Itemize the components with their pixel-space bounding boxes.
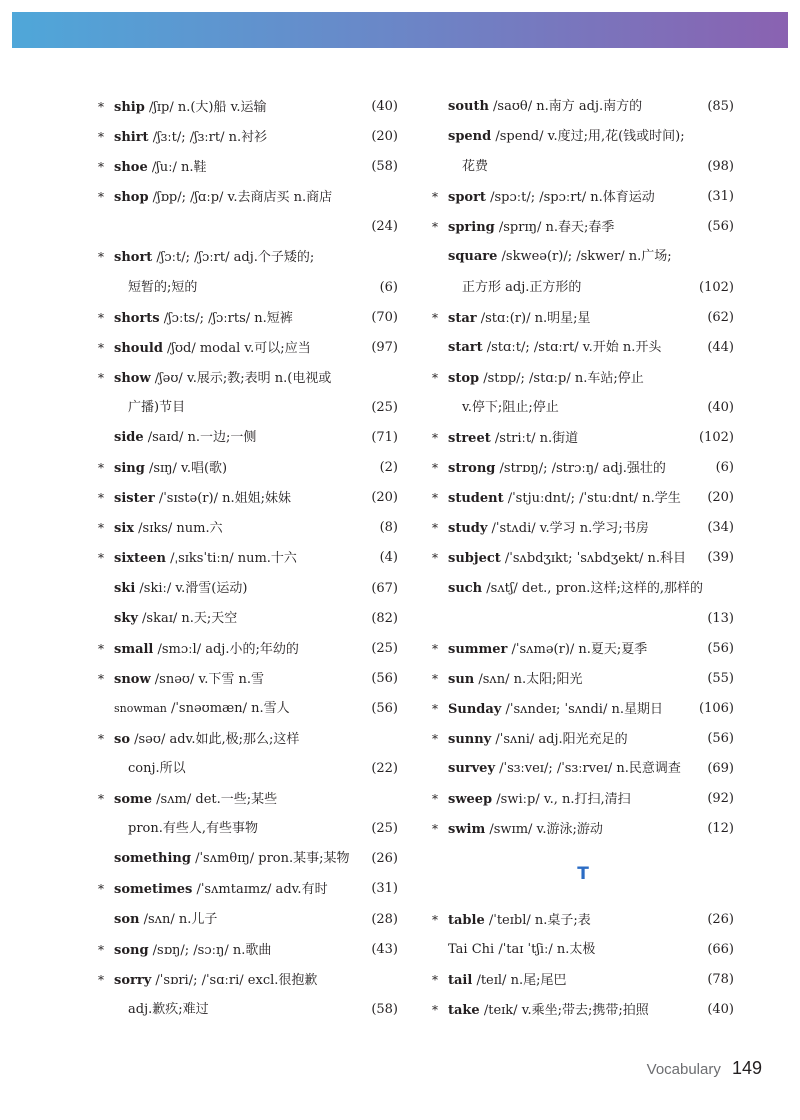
entry-pronunciation-definition: /ˈstjuːdnt/; /ˈstuːdnt/ n.学生 bbox=[503, 491, 681, 507]
entry-pronunciation-definition: /smɔːl/ adj.小的;年幼的 bbox=[153, 641, 299, 657]
required-word-marker: * bbox=[98, 731, 104, 746]
entry-definition-continued: 正方形 adj.正方形的 bbox=[462, 279, 582, 295]
entry-pronunciation-definition: /səʊ/ adv.如此,极;那么;这样 bbox=[130, 731, 300, 747]
entry-page-reference: (98) bbox=[707, 159, 734, 175]
vocabulary-entry bbox=[98, 152, 398, 182]
vocabulary-entry bbox=[98, 874, 398, 904]
vocabulary-entry bbox=[432, 814, 734, 844]
entry-page-reference: (56) bbox=[707, 730, 734, 746]
entry-headword: sister bbox=[114, 491, 155, 507]
vocabulary-entry bbox=[432, 483, 734, 513]
entry-page-reference: (70) bbox=[371, 309, 398, 325]
entry-page-reference: (97) bbox=[371, 339, 398, 355]
required-word-marker: * bbox=[432, 641, 438, 656]
entry-headword: survey bbox=[448, 761, 495, 777]
entry-headword: small bbox=[114, 641, 154, 657]
entry-pronunciation-definition: /ˈsʌbdʒɪkt; ˈsʌbdʒekt/ n.科目 bbox=[500, 551, 687, 567]
entry-pronunciation-definition: /ˈsnəʊmæn/ n.雪人 bbox=[166, 700, 290, 716]
entry-definition-continued: 短暂的;短的 bbox=[128, 279, 198, 295]
vocabulary-entry bbox=[432, 965, 734, 995]
entry-continuation-line bbox=[98, 212, 398, 242]
entry-pronunciation-definition: /sʌn/ n.太阳;阳光 bbox=[474, 671, 583, 687]
entry-page-reference: (20) bbox=[707, 490, 734, 506]
vocabulary-entry bbox=[432, 543, 734, 573]
vocabulary-entry bbox=[432, 935, 734, 965]
entry-pronunciation-definition: /ʃɜːt/; /ʃɜːrt/ n.衬衫 bbox=[148, 130, 268, 146]
vocabulary-entry bbox=[98, 905, 398, 935]
vocabulary-column-right bbox=[432, 92, 734, 1025]
entry-page-reference: (25) bbox=[371, 640, 398, 656]
entry-pronunciation-definition: /sprɪŋ/ n.春天;春季 bbox=[494, 220, 615, 236]
entry-headword: street bbox=[448, 431, 491, 447]
entry-page-reference: (106) bbox=[699, 700, 734, 716]
vocabulary-entry bbox=[432, 122, 734, 152]
entry-page-reference: (82) bbox=[371, 610, 398, 626]
entry-pronunciation-definition: /sʌtʃ/ det., pron.这样;这样的,那样的 bbox=[482, 580, 703, 596]
required-word-marker: * bbox=[98, 130, 104, 145]
vocabulary-entry bbox=[432, 694, 734, 724]
required-word-marker: * bbox=[432, 1002, 438, 1017]
entry-pronunciation-definition: /ˈsʌmə(r)/ n.夏天;夏季 bbox=[507, 641, 648, 657]
vocabulary-entry bbox=[98, 784, 398, 814]
entry-pronunciation-definition: /snəʊ/ v.下雪 n.雪 bbox=[150, 671, 265, 687]
entry-continuation-line bbox=[98, 814, 398, 844]
entry-page-reference: (4) bbox=[379, 550, 398, 566]
entry-pronunciation-definition: /teɪk/ v.乘坐;带去;携带;拍照 bbox=[479, 1002, 649, 1018]
entry-headword: Tai Chi bbox=[448, 941, 495, 957]
vocabulary-entry bbox=[432, 513, 734, 543]
entry-pronunciation-definition: /spɔːt/; /spɔːrt/ n.体育运动 bbox=[485, 190, 655, 206]
entry-pronunciation-definition: /ˈsʌndeɪ; ˈsʌndi/ n.星期日 bbox=[501, 701, 663, 717]
vocabulary-entry bbox=[98, 634, 398, 664]
required-word-marker: * bbox=[432, 431, 438, 446]
footer-section-title: Vocabulary bbox=[646, 1061, 721, 1078]
vocabulary-entry bbox=[98, 483, 398, 513]
entry-headword: sport bbox=[448, 190, 486, 206]
entry-page-reference: (44) bbox=[707, 339, 734, 355]
entry-page-reference: (2) bbox=[379, 460, 398, 476]
entry-headword: swim bbox=[448, 822, 486, 838]
vocabulary-entry bbox=[98, 543, 398, 573]
vocabulary-entry bbox=[98, 453, 398, 483]
required-word-marker: * bbox=[432, 220, 438, 235]
vocabulary-entry bbox=[98, 92, 398, 122]
required-word-marker: * bbox=[98, 340, 104, 355]
required-word-marker: * bbox=[98, 972, 104, 987]
entry-headword: sometimes bbox=[114, 882, 193, 898]
entry-page-reference: (26) bbox=[371, 851, 398, 867]
page-footer bbox=[647, 1056, 762, 1080]
vocabulary-entry bbox=[432, 634, 734, 664]
vocabulary-entry bbox=[432, 333, 734, 363]
vocabulary-entry bbox=[98, 844, 398, 874]
entry-pronunciation-definition: /swiːp/ v., n.打扫,清扫 bbox=[492, 792, 631, 808]
entry-definition-continued: 广播)节目 bbox=[128, 399, 186, 415]
entry-headword: song bbox=[114, 942, 149, 958]
required-word-marker: * bbox=[432, 912, 438, 927]
entry-headword: ski bbox=[114, 580, 136, 596]
vocabulary-entry bbox=[98, 664, 398, 694]
entry-page-reference: (26) bbox=[707, 911, 734, 927]
entry-pronunciation-definition: /ʃɔːt/; /ʃɔːrt/ adj.个子矮的; bbox=[152, 250, 315, 266]
required-word-marker: * bbox=[432, 972, 438, 987]
required-word-marker: * bbox=[98, 671, 104, 686]
required-word-marker: * bbox=[98, 190, 104, 205]
entry-definition-continued: adj.歉疚;难过 bbox=[128, 1001, 209, 1017]
vocabulary-entry bbox=[432, 92, 734, 122]
entry-headword: strong bbox=[448, 461, 496, 477]
vocabulary-entry bbox=[98, 303, 398, 333]
entry-headword: sunny bbox=[448, 731, 492, 747]
entry-pronunciation-definition: /ʃuː/ n.鞋 bbox=[147, 160, 207, 176]
entry-page-reference: (56) bbox=[371, 670, 398, 686]
required-word-marker: * bbox=[432, 190, 438, 205]
vocabulary-entry bbox=[432, 212, 734, 242]
page-number: 149 bbox=[731, 1058, 762, 1078]
entry-page-reference: (55) bbox=[707, 670, 734, 686]
vocabulary-entry bbox=[432, 182, 734, 212]
entry-pronunciation-definition: /ˈstʌdi/ v.学习 n.学习;书房 bbox=[487, 521, 649, 537]
entry-headword: shop bbox=[114, 190, 149, 206]
entry-pronunciation-definition: /ˈtaɪ ˈtʃiː/ n.太极 bbox=[494, 941, 596, 957]
entry-pronunciation-definition: /teɪl/ n.尾;尾巴 bbox=[472, 972, 567, 988]
entry-page-reference: (39) bbox=[707, 550, 734, 566]
vocabulary-entry bbox=[98, 333, 398, 363]
entry-headword: sing bbox=[114, 461, 145, 477]
entry-headword: show bbox=[114, 370, 151, 386]
entry-page-reference: (34) bbox=[707, 520, 734, 536]
vocabulary-entry bbox=[98, 363, 398, 393]
entry-pronunciation-definition: /swɪm/ v.游泳;游动 bbox=[485, 822, 603, 838]
entry-headword: star bbox=[448, 310, 477, 326]
entry-pronunciation-definition: /sɒŋ/; /sɔːŋ/ n.歌曲 bbox=[148, 942, 272, 958]
entry-headword: table bbox=[448, 912, 485, 928]
entry-pronunciation-definition: /sʌn/ n.儿子 bbox=[139, 911, 218, 927]
required-word-marker: * bbox=[432, 671, 438, 686]
required-word-marker: * bbox=[432, 521, 438, 536]
vocabulary-entry bbox=[432, 423, 734, 453]
required-word-marker: * bbox=[98, 491, 104, 506]
entry-headword: summer bbox=[448, 641, 508, 657]
section-letter-heading: T bbox=[577, 864, 589, 885]
entry-headword: sorry bbox=[114, 972, 152, 988]
entry-pronunciation-definition: /sɪks/ num.六 bbox=[134, 521, 223, 537]
required-word-marker: * bbox=[98, 551, 104, 566]
entry-pronunciation-definition: /ˈsɒri/; /ˈsɑːri/ excl.很抱歉 bbox=[151, 972, 318, 988]
required-word-marker: * bbox=[98, 882, 104, 897]
required-word-marker: * bbox=[98, 461, 104, 476]
entry-pronunciation-definition: /ʃɔːts/; /ʃɔːrts/ n.短裤 bbox=[159, 310, 293, 326]
entry-pronunciation-definition: /spend/ v.度过;用,花(钱或时间); bbox=[491, 129, 685, 145]
entry-page-reference: (56) bbox=[707, 219, 734, 235]
entry-headword: ship bbox=[114, 100, 145, 115]
entry-continuation-line bbox=[432, 393, 734, 423]
vocabulary-entry bbox=[98, 513, 398, 543]
entry-pronunciation-definition: /ˈsʌmtaɪmz/ adv.有时 bbox=[192, 882, 328, 898]
entry-headword: Sunday bbox=[448, 701, 502, 717]
entry-headword: snow bbox=[114, 671, 151, 687]
entry-pronunciation-definition: /saʊθ/ n.南方 adj.南方的 bbox=[488, 99, 643, 114]
entry-page-reference: (25) bbox=[371, 399, 398, 415]
entry-continuation-line bbox=[98, 393, 398, 423]
entry-definition-continued: 花费 bbox=[462, 159, 489, 175]
entry-page-reference: (71) bbox=[371, 430, 398, 446]
vocabulary-entry bbox=[98, 724, 398, 754]
entry-page-reference: (92) bbox=[707, 791, 734, 807]
entry-page-reference: (62) bbox=[707, 309, 734, 325]
entry-pronunciation-definition: /sʌm/ det.一些;某些 bbox=[152, 792, 278, 808]
entry-pronunciation-definition: /skweə(r)/; /skwer/ n.广场; bbox=[497, 249, 672, 265]
required-word-marker: * bbox=[98, 792, 104, 807]
entry-headword: take bbox=[448, 1002, 480, 1018]
vocabulary-entry bbox=[432, 784, 734, 814]
entry-page-reference: (40) bbox=[371, 99, 398, 114]
required-word-marker: * bbox=[98, 942, 104, 957]
entry-headword: such bbox=[448, 580, 483, 596]
entry-continuation-line bbox=[98, 995, 398, 1025]
entry-headword: six bbox=[114, 521, 135, 537]
vocabulary-entry bbox=[432, 453, 734, 483]
required-word-marker: * bbox=[432, 822, 438, 837]
required-word-marker: * bbox=[98, 100, 104, 114]
entry-headword: side bbox=[114, 430, 144, 446]
entry-headword: tail bbox=[448, 972, 473, 988]
entry-headword: sun bbox=[448, 671, 475, 687]
entry-headword: sixteen bbox=[114, 551, 167, 567]
required-word-marker: * bbox=[432, 792, 438, 807]
required-word-marker: * bbox=[432, 491, 438, 506]
entry-headword: sky bbox=[114, 610, 138, 626]
required-word-marker: * bbox=[98, 521, 104, 536]
entry-page-reference: (66) bbox=[707, 941, 734, 957]
entry-headword: spend bbox=[448, 129, 492, 145]
vocabulary-entry bbox=[432, 905, 734, 935]
entry-pronunciation-definition: /ʃəʊ/ v.展示;教;表明 n.(电视或 bbox=[150, 370, 332, 386]
vocabulary-entry bbox=[98, 423, 398, 453]
vocabulary-entry bbox=[98, 694, 398, 724]
entry-headword: student bbox=[448, 491, 504, 507]
required-word-marker: * bbox=[98, 641, 104, 656]
entry-page-reference: (78) bbox=[707, 971, 734, 987]
entry-pronunciation-definition: /striːt/ n.街道 bbox=[490, 431, 579, 447]
vocabulary-entry bbox=[432, 363, 734, 393]
vocabulary-entry bbox=[98, 182, 398, 212]
entry-page-reference: (6) bbox=[379, 279, 398, 295]
vocabulary-entry bbox=[98, 965, 398, 995]
required-word-marker: * bbox=[98, 250, 104, 265]
entry-headword: subject bbox=[448, 551, 501, 567]
entry-page-reference: (8) bbox=[379, 520, 398, 536]
vocabulary-entry bbox=[432, 754, 734, 784]
vocabulary-entry bbox=[432, 574, 734, 604]
entry-page-reference: (67) bbox=[371, 580, 398, 596]
entry-definition-continued: v.停下;阻止;停止 bbox=[462, 399, 559, 415]
vocabulary-entry bbox=[98, 935, 398, 965]
required-word-marker: * bbox=[432, 310, 438, 325]
entry-pronunciation-definition: /skiː/ v.滑雪(运动) bbox=[135, 580, 248, 596]
entry-continuation-line bbox=[432, 273, 734, 303]
entry-page-reference: (13) bbox=[707, 610, 734, 626]
entry-definition-continued: conj.所以 bbox=[128, 761, 186, 777]
entry-page-reference: (31) bbox=[707, 189, 734, 205]
required-word-marker: * bbox=[432, 461, 438, 476]
entry-headword: something bbox=[114, 851, 191, 867]
entry-continuation-line bbox=[432, 152, 734, 182]
entry-headword: square bbox=[448, 249, 498, 265]
entry-page-reference: (40) bbox=[707, 399, 734, 415]
entry-pronunciation-definition: /ˈsʌmθɪŋ/ pron.某事;某物 bbox=[190, 851, 350, 867]
entry-pronunciation-definition: /stɑːt/; /stɑːrt/ v.开始 n.开头 bbox=[482, 339, 662, 355]
entry-pronunciation-definition: /ʃɒp/; /ʃɑːp/ v.去商店买 n.商店 bbox=[148, 190, 333, 206]
entry-page-reference: (28) bbox=[371, 911, 398, 927]
vocabulary-entry bbox=[98, 122, 398, 152]
entry-page-reference: (20) bbox=[371, 490, 398, 506]
entry-continuation-line bbox=[98, 754, 398, 784]
entry-page-reference: (6) bbox=[715, 460, 734, 476]
entry-pronunciation-definition: /skaɪ/ n.天;天空 bbox=[137, 610, 238, 626]
entry-headword: shirt bbox=[114, 130, 149, 146]
entry-page-reference: (24) bbox=[371, 219, 398, 235]
entry-pronunciation-definition: /stɒp/; /stɑːp/ n.车站;停止 bbox=[479, 370, 644, 386]
entry-page-reference: (56) bbox=[707, 640, 734, 656]
entry-headword: should bbox=[114, 340, 163, 356]
entry-headword: shoe bbox=[114, 160, 148, 176]
vocabulary-entry bbox=[98, 242, 398, 272]
entry-headword: spring bbox=[448, 220, 495, 236]
entry-headword: south bbox=[448, 99, 489, 114]
entry-pronunciation-definition: /ʃʊd/ modal v.可以;应当 bbox=[162, 340, 311, 356]
vocabulary-entry bbox=[432, 242, 734, 272]
entry-continuation-line bbox=[98, 273, 398, 303]
entry-pronunciation-definition: /ʃɪp/ n.(大)船 v.运输 bbox=[144, 100, 267, 115]
entry-page-reference: (22) bbox=[371, 761, 398, 777]
entry-pronunciation-definition: /saɪd/ n.一边;一侧 bbox=[143, 430, 257, 446]
vocabulary-entry bbox=[432, 724, 734, 754]
required-word-marker: * bbox=[432, 701, 438, 716]
required-word-marker: * bbox=[98, 310, 104, 325]
entry-pronunciation-definition: /ˈteɪbl/ n.桌子;表 bbox=[484, 912, 591, 928]
vocabulary-entry bbox=[432, 303, 734, 333]
entry-pronunciation-definition: /sɪŋ/ v.唱(歌) bbox=[144, 461, 228, 477]
entry-page-reference: (20) bbox=[371, 129, 398, 145]
entry-headword: shorts bbox=[114, 310, 160, 326]
entry-headword: stop bbox=[448, 370, 480, 386]
entry-page-reference: (85) bbox=[707, 99, 734, 114]
entry-page-reference: (58) bbox=[371, 159, 398, 175]
vocabulary-entry bbox=[432, 664, 734, 694]
entry-headword: son bbox=[114, 911, 140, 927]
entry-page-reference: (12) bbox=[707, 821, 734, 837]
entry-page-reference: (56) bbox=[371, 700, 398, 716]
entry-page-reference: (102) bbox=[699, 279, 734, 295]
vocabulary-entry bbox=[98, 604, 398, 634]
vocabulary-entry bbox=[98, 574, 398, 604]
entry-page-reference: (31) bbox=[371, 881, 398, 897]
entry-headword: so bbox=[114, 731, 130, 747]
entry-headword: study bbox=[448, 521, 488, 537]
entry-page-reference: (58) bbox=[371, 1001, 398, 1017]
entry-pronunciation-definition: /strɒŋ/; /strɔːŋ/ adj.强壮的 bbox=[495, 461, 666, 477]
entry-headword: snowman bbox=[114, 701, 167, 715]
entry-definition-continued: pron.有些人,有些事物 bbox=[128, 821, 259, 837]
vocabulary-column-left bbox=[98, 92, 398, 1025]
entry-pronunciation-definition: /ˈsɜːveɪ/; /ˈsɜːrveɪ/ n.民意调查 bbox=[495, 761, 681, 777]
required-word-marker: * bbox=[98, 160, 104, 175]
entry-headword: some bbox=[114, 792, 153, 808]
header-gradient-bar bbox=[12, 12, 788, 48]
entry-page-reference: (69) bbox=[707, 761, 734, 777]
required-word-marker: * bbox=[432, 370, 438, 385]
entry-page-reference: (102) bbox=[699, 430, 734, 446]
entry-pronunciation-definition: /stɑː(r)/ n.明星;星 bbox=[476, 310, 591, 326]
entry-pronunciation-definition: /ˈsɪstə(r)/ n.姐姐;妹妹 bbox=[154, 491, 291, 507]
entry-continuation-line bbox=[432, 604, 734, 634]
required-word-marker: * bbox=[432, 731, 438, 746]
required-word-marker: * bbox=[432, 551, 438, 566]
entry-headword: sweep bbox=[448, 792, 493, 808]
entry-pronunciation-definition: /ˌsɪksˈtiːn/ num.十六 bbox=[166, 551, 297, 567]
entry-headword: start bbox=[448, 339, 483, 355]
entry-headword: short bbox=[114, 250, 153, 266]
vocabulary-entry bbox=[432, 995, 734, 1025]
entry-page-reference: (40) bbox=[707, 1001, 734, 1017]
entry-page-reference: (25) bbox=[371, 821, 398, 837]
entry-pronunciation-definition: /ˈsʌni/ adj.阳光充足的 bbox=[491, 731, 628, 747]
entry-page-reference: (43) bbox=[371, 941, 398, 957]
required-word-marker: * bbox=[98, 370, 104, 385]
